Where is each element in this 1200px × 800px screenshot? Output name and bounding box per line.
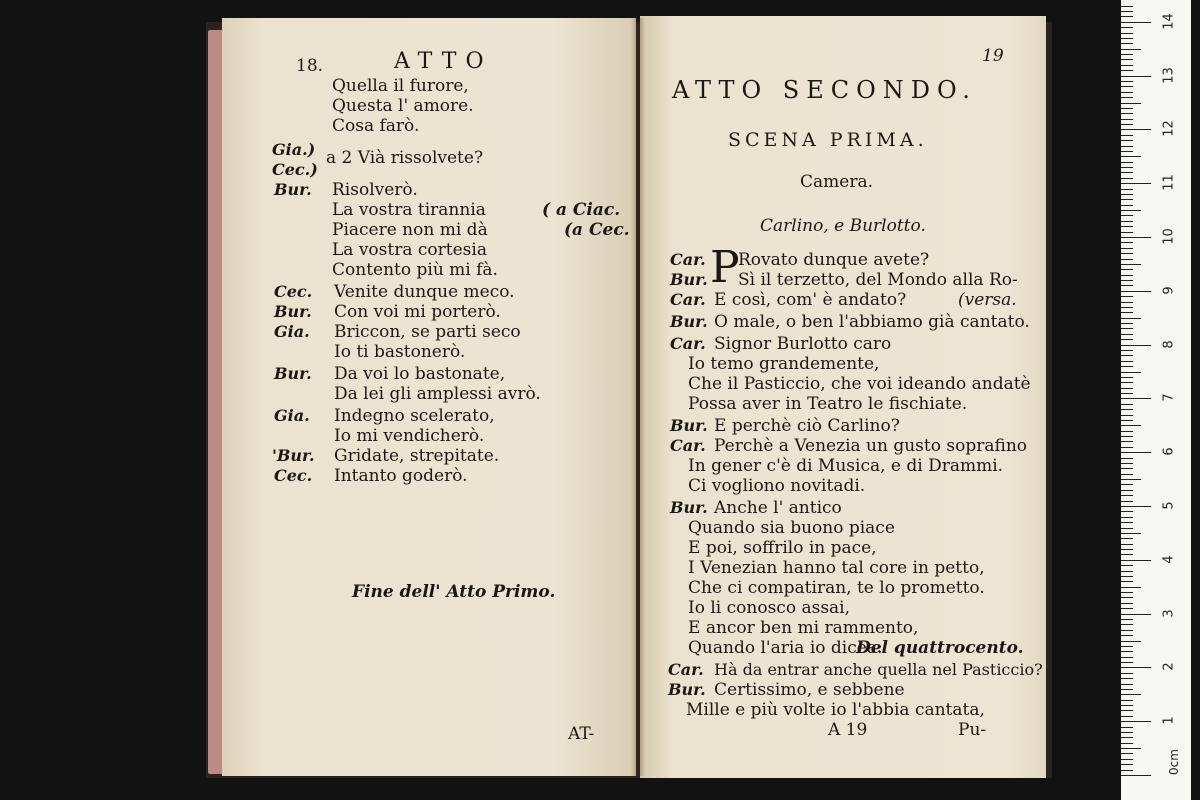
verse-line: Che il Pasticcio, che voi ideando andatè [688,374,1031,394]
ruler-tick [1121,76,1151,77]
verse-line: Io mi vendicherò. [334,426,485,446]
speaker-label: Bur. [670,498,708,517]
ruler-tick [1121,425,1141,426]
ruler-number: 10 [1161,228,1177,245]
ruler-tick [1121,167,1133,168]
ruler-tick [1121,113,1133,114]
act-title: ATTO SECONDO. [672,76,977,104]
verse-line: Gridate, strepitate. [334,446,500,466]
ruler-tick [1121,350,1133,351]
ruler-tick [1121,275,1133,276]
ruler-tick [1121,727,1133,728]
ruler-tick [1121,27,1133,28]
ruler-tick [1121,447,1133,448]
measurement-ruler [1121,0,1191,800]
ruler-tick [1121,398,1151,399]
ruler-tick [1121,355,1133,356]
ruler-tick [1121,140,1133,141]
ruler-tick [1121,6,1133,7]
drop-cap: P [710,242,740,293]
ruler-tick [1121,65,1133,66]
ruler-tick [1121,215,1133,216]
ruler-tick [1121,146,1133,147]
verse-line: Certissimo, e sebbene [714,680,905,700]
ruler-tick [1121,775,1151,776]
ruler-tick [1121,194,1133,195]
ruler-tick [1121,635,1133,636]
ruler-tick [1121,603,1133,604]
verse-line: Signor Burlotto caro [714,334,892,354]
ruler-tick [1121,285,1133,286]
verse-line: Hà da entrar anche quella nel Pasticcio? [714,660,1043,679]
ruler-tick [1121,458,1133,459]
ruler-tick [1121,38,1133,39]
ruler-tick [1121,431,1133,432]
ruler-tick [1121,452,1151,453]
ruler-tick [1121,248,1133,249]
ruler-tick [1121,710,1133,711]
verse-line: Contento più mi fà. [332,260,498,280]
ruler-tick [1121,328,1133,329]
verse-line: Da lei gli amplessi avrò. [334,384,541,404]
ruler-tick [1121,678,1133,679]
verse-line: E ancor ben mi rammento, [688,618,919,638]
verse-line: Intanto goderò. [334,466,468,486]
act-end-label: Fine dell' Atto Primo. [352,582,556,602]
ruler-tick [1121,264,1141,265]
verse-line: Sì il terzetto, del Mondo alla Ro- [738,270,1018,290]
ruler-tick [1121,624,1133,625]
verse-line: Mille e più volte io l'abbia cantata, [686,700,985,720]
speaker-label: Gia. [274,406,310,425]
ruler-tick [1121,748,1141,749]
ruler-tick [1121,178,1133,179]
stage-direction: (a Cec. [564,220,630,240]
ruler-tick [1121,92,1133,93]
ruler-tick [1121,743,1133,744]
stage-direction: ( a Ciac. [542,200,621,220]
ruler-tick [1121,81,1133,82]
ruler-unit-label: 0cm [1166,749,1181,775]
speaker-label: Cec. [274,466,313,485]
speaker-label: Bur. [670,416,708,435]
ruler-tick [1121,135,1133,136]
verse-line: I Venezian hanno tal core in petto, [688,558,985,578]
verse-line: Questa l' amore. [332,96,474,116]
speaker-label: Bur. [668,680,706,699]
ruler-tick [1121,156,1141,157]
verse-line: Quella il furore, [332,76,469,96]
ruler-tick [1121,614,1151,615]
ruler-tick [1121,522,1133,523]
signature-mark: A 19 [828,720,868,740]
ruler-tick [1121,764,1133,765]
ruler-tick [1121,630,1133,631]
speaker-label: Gia. [274,322,310,341]
ruler-tick [1121,689,1133,690]
verse-line: Risolverò. [332,180,418,200]
ruler-tick [1121,409,1133,410]
ruler-tick [1121,210,1141,211]
speaker-label: Car. [670,250,706,269]
ruler-tick [1121,517,1133,518]
speaker-label: Bur. [274,180,312,199]
ruler-tick [1121,22,1151,23]
ruler-tick [1121,501,1133,502]
ruler-tick [1121,318,1141,319]
ruler-tick [1121,86,1133,87]
ruler-tick [1121,54,1133,55]
ruler-tick [1121,162,1133,163]
right-page-number: 19 [982,46,1004,66]
ruler-tick [1121,759,1133,760]
catchword-versa: (versa. [958,290,1017,310]
ruler-tick [1121,420,1133,421]
ruler-number: 13 [1161,66,1177,84]
ruler-tick [1121,662,1133,663]
verse-line: Cosa farò. [332,116,420,136]
ruler-tick [1121,232,1133,233]
ruler-tick [1121,307,1133,308]
ruler-tick [1121,495,1133,496]
ruler-tick [1121,361,1133,362]
verse-line: Io temo grandemente, [688,354,880,374]
ruler-tick [1121,253,1133,254]
verse-line: Possa aver in Teatro le fischiate. [688,394,968,414]
book-gutter [631,18,645,776]
ruler-tick [1121,732,1133,733]
ruler-number: 6 [1161,447,1177,456]
ruler-tick [1121,323,1133,324]
speaker-label: Cec. [274,282,313,301]
verse-line: La vostra tirannia [332,200,486,220]
ruler-tick [1121,673,1133,674]
ruler-tick [1121,108,1133,109]
ruler-tick [1121,382,1133,383]
ruler-tick [1121,199,1133,200]
catchword: Pu- [958,720,987,740]
ruler-tick [1121,269,1133,270]
ruler-tick [1121,576,1133,577]
ruler-tick [1121,103,1141,104]
ruler-tick [1121,506,1151,507]
verse-line: Ci vogliono novitadi. [688,476,866,496]
speaker-label: Car. [670,436,706,455]
scene-setting: Camera. [800,172,873,192]
ruler-tick [1121,312,1133,313]
scene-characters: Carlino, e Burlotto. [760,216,926,236]
aria-title: Del quattrocento. [856,638,1024,658]
ruler-number: 8 [1161,339,1177,349]
ruler-tick [1121,544,1133,545]
speaker-label: Bur. [670,312,708,331]
verse-line: Io li conosco assai, [688,598,851,618]
ruler-tick [1121,129,1151,130]
ruler-tick [1121,753,1133,754]
right-page [640,16,1046,778]
verse-line: a 2 Vià rissolvete? [326,148,484,168]
verse-line: La vostra cortesia [332,240,487,260]
ruler-tick [1121,565,1133,566]
left-page-number: 18. [296,56,324,76]
left-running-head: ATTO [394,49,493,74]
verse-line: Da voi lo bastonate, [334,364,506,384]
speaker-label: Gia.) [272,140,316,159]
ruler-tick [1121,33,1133,34]
speaker-label: Car. [670,334,706,353]
ruler-tick [1121,554,1133,555]
ruler-tick [1121,189,1133,190]
ruler-tick [1121,705,1133,706]
ruler-tick [1121,404,1133,405]
ruler-tick [1121,339,1133,340]
verse-line: In gener c'è di Musica, e di Drammi. [688,456,1004,476]
ruler-tick [1121,468,1133,469]
ruler-tick [1121,436,1133,437]
verse-line: Con voi mi porterò. [334,302,501,322]
ruler-tick [1121,280,1133,281]
verse-line: Venite dunque meco. [334,282,515,302]
verse-line: Che ci compatiran, te lo prometto. [688,578,985,598]
verse-line: E poi, soffrilo in pace, [688,538,877,558]
ruler-number: 1 [1161,716,1177,725]
ruler-tick [1121,415,1133,416]
ruler-tick [1121,43,1133,44]
ruler-tick [1121,49,1141,50]
ruler-number: 14 [1161,13,1177,30]
ruler-tick [1121,334,1133,335]
ruler-tick [1121,377,1133,378]
verse-line: E perchè ciò Carlino? [714,416,900,436]
ruler-tick [1121,490,1133,491]
verse-line: Piacere non mi dà [332,220,488,240]
ruler-number: 7 [1161,393,1177,403]
ruler-tick [1121,463,1133,464]
ruler-tick [1121,511,1133,512]
ruler-tick [1121,560,1151,561]
ruler-tick [1121,97,1133,98]
ruler-tick [1121,16,1133,17]
ruler-tick [1121,667,1151,668]
ruler-tick [1121,388,1133,389]
ruler-tick [1121,302,1133,303]
ruler-tick [1121,770,1133,771]
verse-line: Quando sia buono piace [688,518,895,538]
verse-line: Rovato dunque avete? [738,250,930,270]
ruler-tick [1121,474,1133,475]
ruler-tick [1121,608,1133,609]
ruler-tick [1121,11,1133,12]
ruler-tick [1121,151,1133,152]
ruler-tick [1121,124,1133,125]
ruler-tick [1121,479,1141,480]
ruler-number: 11 [1161,174,1177,191]
ruler-tick [1121,581,1133,582]
ruler-tick [1121,646,1133,647]
verse-line: Io ti bastonerò. [334,342,466,362]
ruler-tick [1121,684,1133,685]
ruler-tick [1121,242,1133,243]
ruler-tick [1121,221,1133,222]
verse-line: Briccon, se parti seco [334,322,521,342]
ruler-tick [1121,721,1151,722]
ruler-tick [1121,592,1133,593]
ruler-tick [1121,183,1151,184]
ruler-tick [1121,372,1141,373]
speaker-label: Cec.) [272,160,318,179]
speaker-label: Bur. [274,364,312,383]
ruler-tick [1121,587,1141,588]
ruler-number: 9 [1161,286,1177,295]
ruler-number: 2 [1161,662,1177,672]
scene-title: SCENA PRIMA. [728,129,928,151]
ruler-tick [1121,70,1133,71]
verse-line: Perchè a Venezia un gusto soprafino [714,436,1028,456]
ruler-tick [1121,259,1133,260]
ruler-tick [1121,597,1133,598]
ruler-tick [1121,119,1133,120]
ruler-tick [1121,549,1133,550]
speaker-label: Bur. [670,270,708,289]
ruler-tick [1121,700,1133,701]
ruler-number: 5 [1161,501,1177,510]
speaker-label: Bur. [274,302,312,321]
speaker-label: Car. [670,290,706,309]
ruler-tick [1121,528,1133,529]
ruler-tick [1121,59,1133,60]
ruler-tick [1121,345,1151,346]
verse-line: Anche l' antico [714,498,842,518]
verse-line: Quando l'aria io dicea: [688,638,883,658]
ruler-tick [1121,716,1133,717]
ruler-tick [1121,237,1151,238]
ruler-tick [1121,657,1133,658]
speaker-label: 'Bur. [272,446,315,465]
ruler-tick [1121,366,1133,367]
catchword: AT- [568,724,595,744]
ruler-number: 3 [1161,608,1177,618]
ruler-tick [1121,651,1133,652]
ruler-tick [1121,393,1133,394]
ruler-tick [1121,291,1151,292]
ruler-tick [1121,694,1141,695]
ruler-tick [1121,641,1141,642]
verse-line: O male, o ben l'abbiamo già cantato. [714,312,1030,332]
ruler-tick [1121,441,1133,442]
left-page [222,18,636,776]
ruler-tick [1121,484,1133,485]
ruler-tick [1121,296,1133,297]
ruler-tick [1121,538,1133,539]
ruler-tick [1121,533,1141,534]
ruler-tick [1121,205,1133,206]
verse-line: Indegno scelerato, [334,406,495,426]
verse-line: E così, com' è andato? [714,290,907,310]
ruler-number: 12 [1161,120,1177,138]
speaker-label: Car. [668,660,704,679]
ruler-tick [1121,226,1133,227]
ruler-tick [1121,619,1133,620]
ruler-tick [1121,737,1133,738]
ruler-tick [1121,571,1133,572]
ruler-number: 4 [1161,555,1177,564]
ruler-tick [1121,172,1133,173]
